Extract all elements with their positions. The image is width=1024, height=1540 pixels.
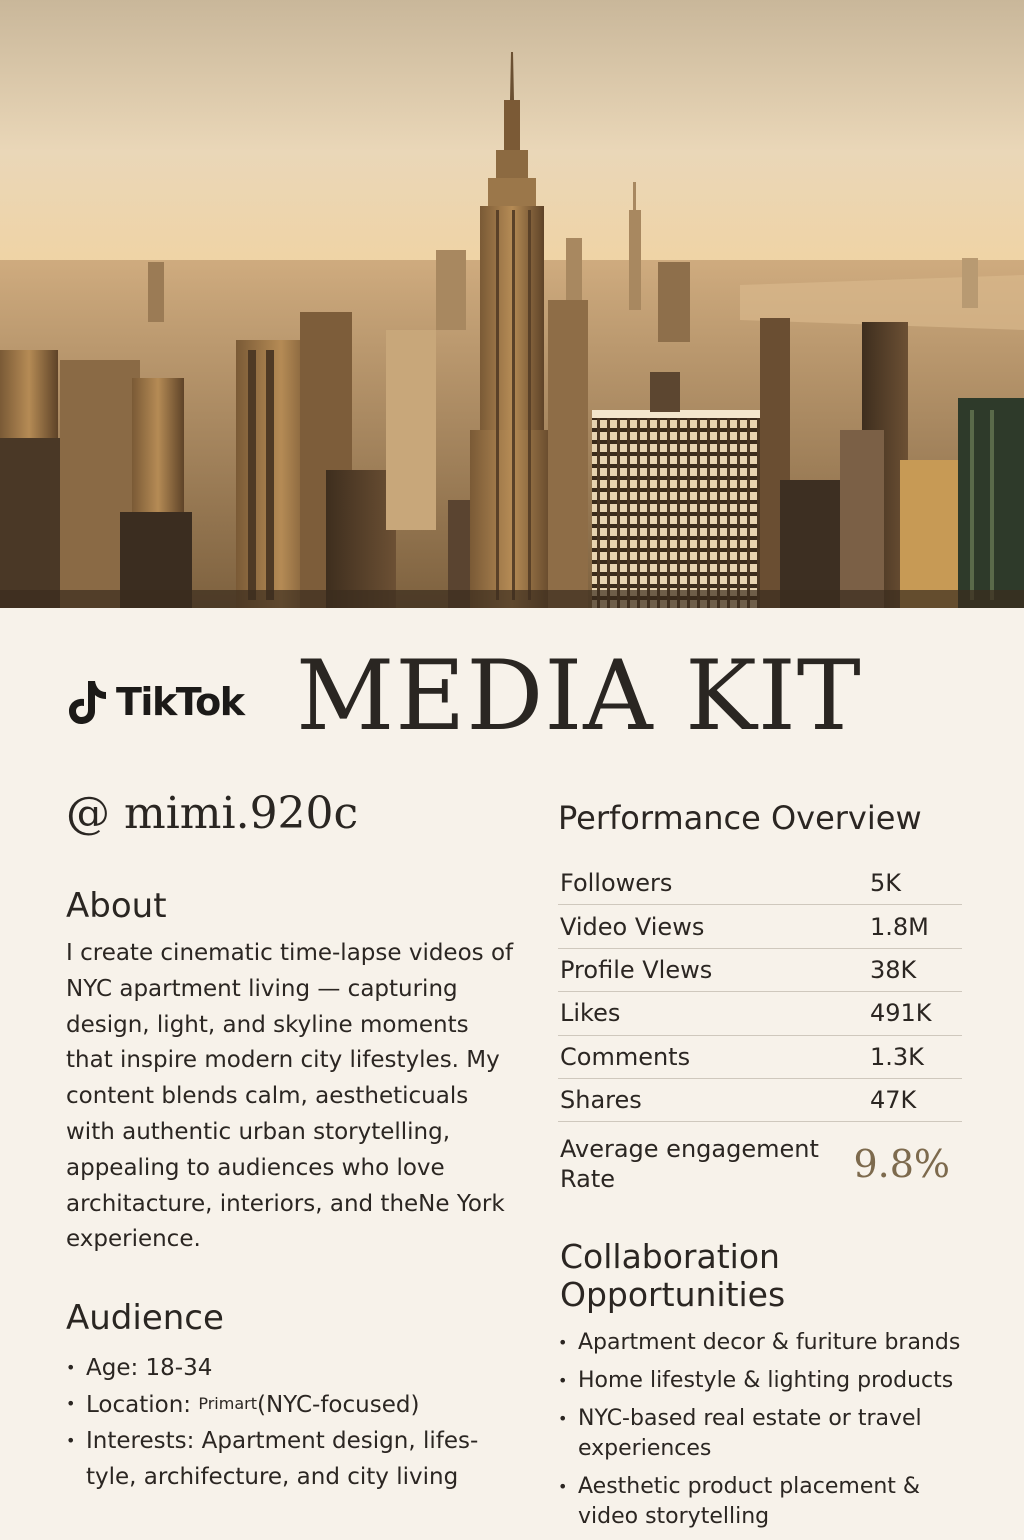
stat-value: 5K [870,869,902,898]
header-row [0,640,1024,760]
stat-row-shares [558,1079,962,1122]
about-text: I create cinematic time-lapse videos of NYC apartment living — capturing design, light, and skyline moments that inspire modern city lifestyles. My content blends calm, aestheticuals with authentic urban storytelling, appealing to audiences who love architacture, interiors, and theNe York experience. [66,940,514,1253]
collaboration-heading: Collaboration Opportunities [560,1237,786,1315]
stat-row-comments [558,1036,962,1079]
stat-value: 1.3K [870,1042,924,1071]
left-column [66,786,516,1495]
collaboration-list [558,1328,962,1532]
audience-age: • Age: 18-34 [66,1350,516,1386]
skyline-illustration [0,0,1024,608]
tiktok-note-icon [66,677,108,727]
collaboration-item: • Aesthetic product placement & video storytelling [558,1472,962,1532]
location-label: Location: [86,1392,199,1419]
engagement-label: Average engagement Rate [560,1135,819,1194]
stat-label: Video Views [560,912,705,941]
audience-heading: Audience [66,1298,224,1339]
stat-row-profile-views [558,949,962,992]
right-column [558,796,962,1540]
stat-label: Followers [560,869,673,898]
stat-label: Likes [560,999,621,1028]
stat-value: 47K [870,1086,917,1115]
stat-label: Profile Vlews [560,955,713,984]
stats-table [558,862,962,1122]
stat-row-followers [558,862,962,905]
stat-value: 1.8M [870,912,929,941]
stat-label: Shares [560,1086,642,1115]
engagement-row [558,1134,962,1194]
audience-interests: • Interests: Apartment design, lifes-tyle, archifecture, and city living [66,1423,516,1495]
hero-skyline-image [0,0,1024,608]
collaboration-section [558,1328,962,1532]
location-small: Primart [198,1394,257,1414]
stat-value: 38K [870,955,917,984]
about-heading: About [66,886,167,926]
location-rest: (NYC-focused) [256,1392,420,1419]
collaboration-item: • Home lifestyle & lighting products [558,1366,962,1396]
tiktok-logo [66,674,243,730]
tiktok-wordmark: TikTok [116,680,244,724]
collaboration-item: • Apartment decor & furiture brands [558,1328,962,1358]
profile-handle: @ mimi.920c [66,788,359,839]
stat-row-likes [558,992,962,1035]
performance-heading: Performance Overview [558,799,922,837]
stat-row-video-views [558,905,962,948]
stat-label: Comments [560,1042,691,1071]
collaboration-item: • NYC-based real estate or travel experiences [558,1404,962,1464]
page-title: MEDIA KIT [296,640,862,752]
audience-list [66,1350,516,1495]
audience-location [66,1386,516,1423]
stat-value: 491K [870,999,932,1028]
engagement-value: 9.8% [853,1142,950,1187]
